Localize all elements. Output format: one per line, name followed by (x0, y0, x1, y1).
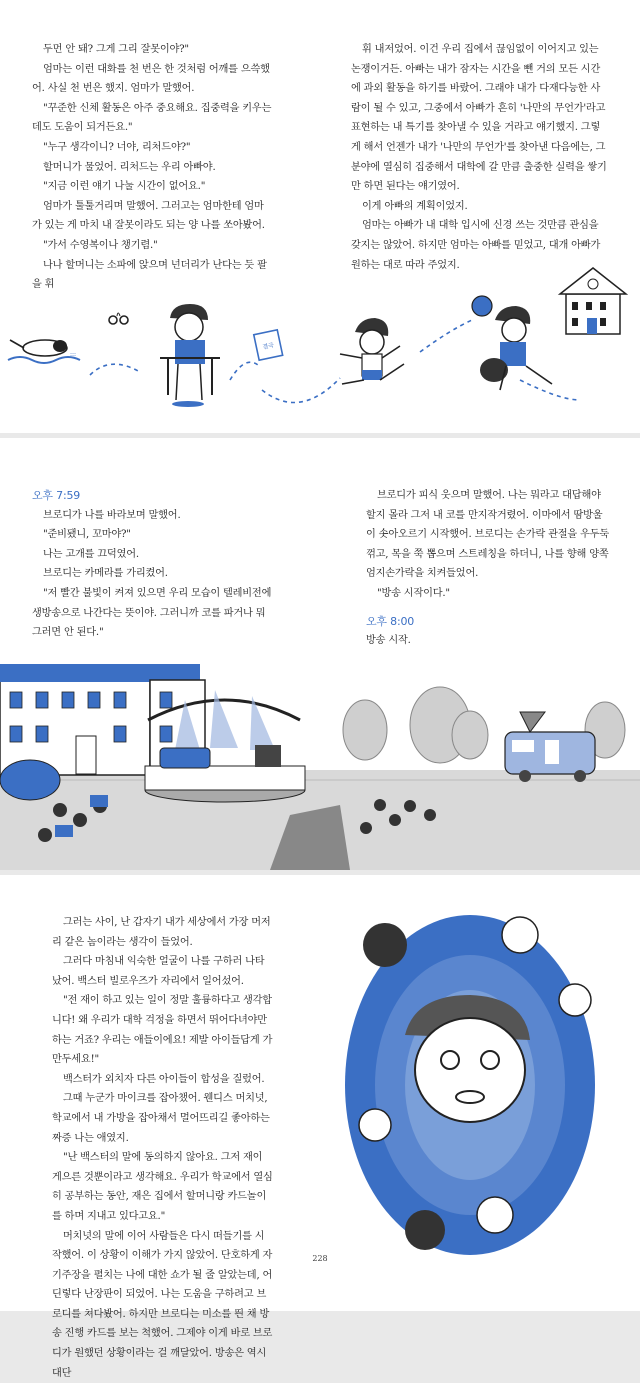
paragraph: "난 백스터의 말에 동의하지 않아요. 그저 재이 게으른 것뿐이라고 생각해요. 우리가 학교에서 열심히 공부하는 동안, 재은 집에서 할머니랑 카드놀이를 하며 지내고 있다고요." (52, 1148, 274, 1226)
soccer-boy-figure (340, 318, 404, 384)
page2-right-column (366, 486, 611, 651)
paragraph: 엄마는 이런 대화를 천 번은 한 것처럼 어깨를 으쓱했어. 사실 천 번은 했지. 엄마가 말했어. (32, 60, 272, 99)
svg-text::::: ::: (70, 351, 76, 358)
paragraph: "가서 수영복이나 챙기렴." (32, 236, 272, 256)
book-page-1 (0, 0, 640, 433)
paragraph: 그러다 마침내 익숙한 얼굴이 나를 구하러 나타났어. 백스터 빌로우즈가 자리에서 일어섰어. (52, 952, 274, 991)
paragraph: "방송 시작이다." (366, 584, 611, 604)
paragraph: 브로디는 카메라를 가리켰어. (32, 564, 272, 584)
paragraph: "전 재이 하고 있는 일이 정말 훌륭하다고 생각합니다! 왜 우리가 대학 걱정을 하면서 뛰어다녀야만 하는 거죠? 우리는 애들이에요! 제발 아이들답게 가만두세요!" (52, 991, 274, 1069)
paragraph: 브로디가 피식 웃으며 말했어. 나는 뭐라고 대답해야 할지 몰라 그저 내 코를 만지작거렸어. 이마에서 땀방울이 솟아오르기 시작했어. 브로디는 손가락 관절을 우두둑 꺾고, 목을 쭉 뽑으며 스트레칭을 하더니, 나를 향해 양쪽 엄지손가락을 치켜들었어. (366, 486, 611, 584)
paragraph: "준비됐니, 꼬마야?" (32, 525, 272, 545)
paragraph: 방송 시작. (366, 631, 611, 651)
paragraph: 나나 할머니는 소파에 앉으며 넌더리가 난다는 듯 팔을 휘 (32, 256, 272, 295)
paragraph: 그때 누군가 마이크를 잡아챘어. 웬디스 머치넛, 학교에서 내 가방을 잡아채서 멀어뜨리길 좋아하는 짜증 나는 애였지. (52, 1089, 274, 1148)
sign-book-icon (254, 330, 283, 360)
paragraph: "누구 생각이니? 너야, 리처드야?" (32, 138, 272, 158)
boy-at-desk-figure (160, 304, 220, 407)
page2-left-column (32, 486, 272, 643)
paragraph: 두먼 안 돼? 그게 그리 잘못이야?" (32, 40, 272, 60)
paragraph: 머치넛의 말에 이어 사람들은 다시 떠들기를 시작했어. 이 상황이 이해가 가지 않았어. 단호하게 자기주장을 펼치는 나에 대한 쇼가 될 줄 알았는데, 어딘렇다 난장판이 되었어. 나는 도움을 구하려고 브로디를 쳐다봤어. 하지만 브로디는 미소를 띈 채 방송 진행 카드를 보는 척했어. 그제야 이게 바로 브로디가 원했던 상황이라는 걸 깨달았어. 방송은 역시 대단 (52, 1227, 274, 1383)
page-number: 228 (0, 1254, 640, 1263)
swirl-illustration (305, 875, 625, 1311)
paragraph: 나는 고개를 끄덕였어. (32, 545, 272, 565)
school-building-icon (560, 268, 626, 334)
paragraph: 엄마가 툴툴거리며 말했어. 그러고는 엄마한테 엄마가 있는 게 마치 내 잘못이라도 되는 양 나를 쏘아봤어. (32, 197, 272, 236)
page1-illustration (0, 260, 640, 410)
paragraph: "지금 이런 얘기 나눌 시간이 없어요." (32, 177, 272, 197)
goggles-icon (109, 313, 128, 324)
soccer-ball-icon (472, 296, 492, 316)
paragraph: 휘 내저었어. 이건 우리 집에서 끊임없이 이어지고 있는 논쟁이거든. 아빠는 내가 잠자는 시간을 뺀 거의 모든 시간에 과외 활동을 하기를 바랐어. 그래야 내가 다재다능한 사람이 될 수 있고, 그중에서 아빠가 흔히 '나만의 무언가'라고 표현하는 내 특기를 찾아낼 수 있을 거라고 얘기했지. 그렇게 해서 언젠가 내가 '나만의 무언가'를 찾아낸 다음에는, 그 분야에 열심히 집중해서 대학에 갈 만큼 출중한 실력을 쌓기만 하면 된다는 얘기였어. (351, 40, 609, 197)
paragraph: "저 빨간 불빛이 켜져 있으면 우리 모습이 텔레비전에 생방송으로 나간다는 뜻이야. 그러니까 코를 파거나 뭐 그러면 안 된다." (32, 584, 272, 643)
bus-icon (505, 712, 595, 782)
swimmer-figure (8, 340, 80, 363)
timestamp-heading: 오후 8:00 (366, 612, 611, 632)
paragraph: 백스터가 외치자 다른 아이들이 합성을 질렀어. (52, 1070, 274, 1090)
timestamp-heading: 오후 7:59 (32, 486, 272, 506)
svg-text:결국: 결국 (262, 341, 275, 351)
book-page-3 (0, 875, 640, 1311)
guitar-boy-figure (480, 306, 552, 390)
page1-right-column (351, 40, 609, 275)
paragraph: 할머니가 물었어. 리처드는 우리 아빠야. (32, 158, 272, 178)
paragraph: 엄마는 아빠가 내 대학 입시에 신경 쓰는 것만큼 관심을 갖지는 않았어. 하지만 엄마는 아빠를 믿었고, 대개 아빠가 원하는 대로 따라 주었지. (351, 216, 609, 275)
book-page-2 (0, 438, 640, 870)
paragraph: 이게 아빠의 계획이었지. (351, 197, 609, 217)
paragraph: 브로디가 나를 바라보며 말했어. (32, 506, 272, 526)
page3-text-column (52, 913, 274, 1383)
page1-left-column (32, 40, 272, 295)
paragraph: "꾸준한 신체 활동은 아주 중요해요. 집중력을 키우는 데도 도움이 되거든요." (32, 99, 272, 138)
paragraph: 그러는 사이, 난 갑자기 내가 세상에서 가장 머저리 같은 놈이라는 생각이 들었어. (52, 913, 274, 952)
tv-studio-illustration (0, 630, 640, 870)
